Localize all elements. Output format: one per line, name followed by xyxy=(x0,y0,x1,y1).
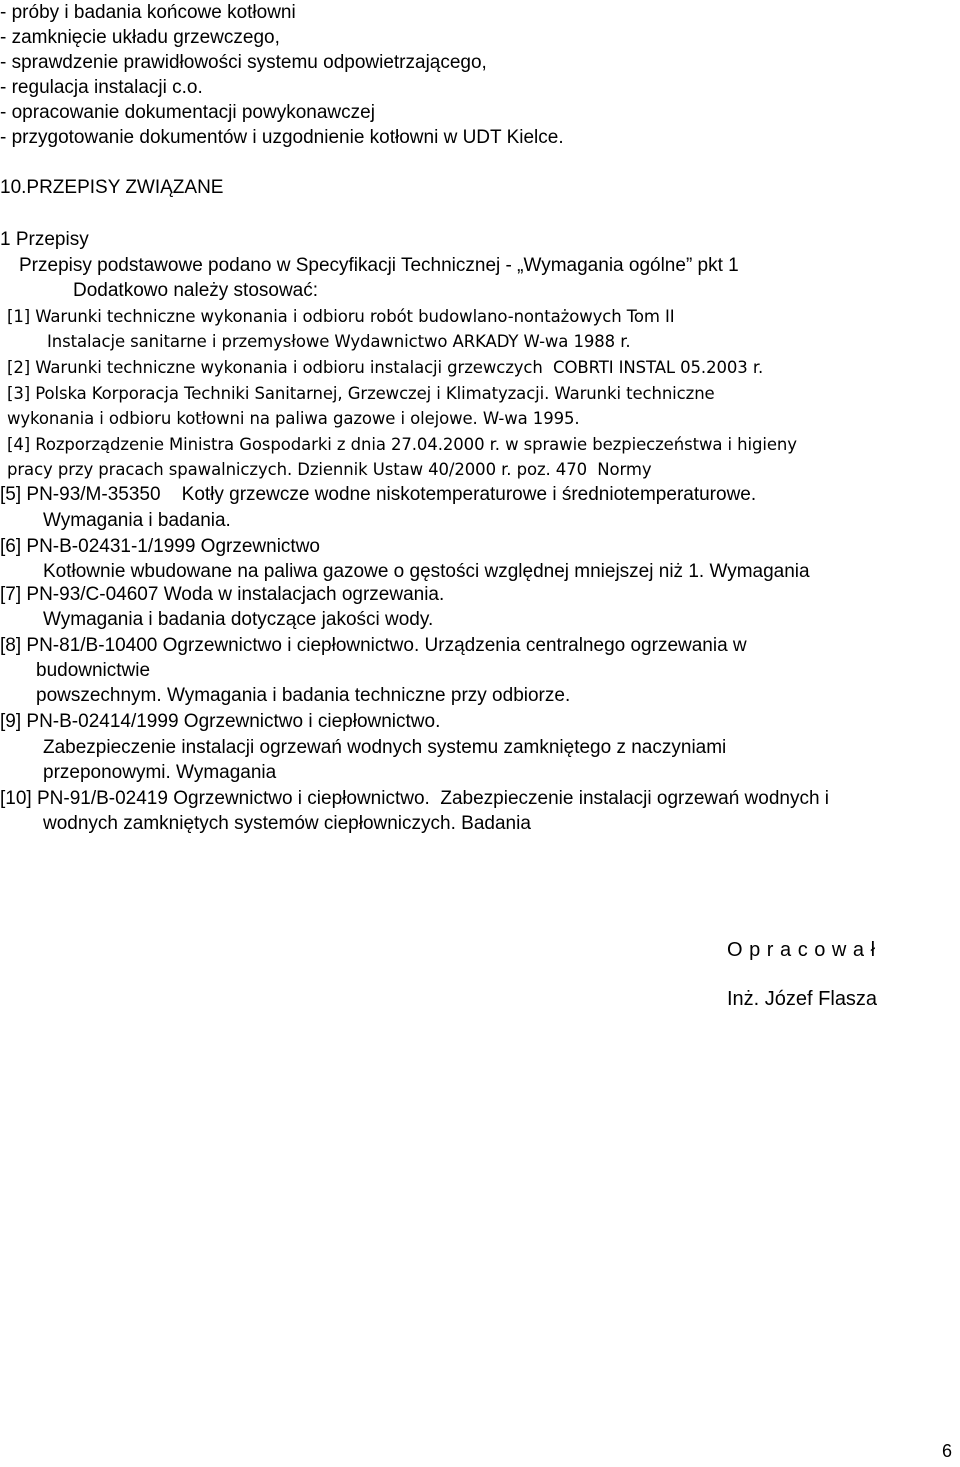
reference-line: pracy przy pracach spawalniczych. Dziennik Ustaw 40/2000 r. poz. 470 Normy xyxy=(7,460,652,479)
reference-line: Wymagania i badania dotyczące jakości wody. xyxy=(43,609,434,630)
signature-name: Inż. Józef Flasza xyxy=(727,988,878,1010)
list-item: - sprawdzenie prawidłowości systemu odpowietrzającego, xyxy=(0,52,487,73)
section-title: 10.PRZEPISY ZWIĄZANE xyxy=(0,177,224,198)
list-item: - zamknięcie układu grzewczego, xyxy=(0,27,280,48)
reference-line: Wymagania i badania. xyxy=(43,510,231,531)
list-item: - opracowanie dokumentacji powykonawczej xyxy=(0,102,375,123)
reference-line: [7] PN-93/C-04607 Woda w instalacjach ogrzewania. xyxy=(0,584,445,605)
reference-line: Kotłownie wbudowane na paliwa gazowe o gęstości względnej mniejszej niż 1. Wymagania xyxy=(43,561,810,582)
reference-line: [4] Rozporządzenie Ministra Gospodarki z dnia 27.04.2000 r. w sprawie bezpieczeństwa i higieny xyxy=(7,435,797,454)
reference-line: [5] PN-93/M-35350 Kotły grzewcze wodne niskotemperaturowe i średniotemperaturowe. xyxy=(0,484,757,505)
reference-line: powszechnym. Wymagania i badania techniczne przy odbiorze. xyxy=(36,685,571,706)
list-item: - regulacja instalacji c.o. xyxy=(0,77,203,98)
reference-line: budownictwie xyxy=(36,660,151,681)
reference-line: [3] Polska Korporacja Techniki Sanitarnej, Grzewczej i Klimatyzacji. Warunki techniczne xyxy=(7,384,715,403)
list-item: - próby i badania końcowe kotłowni xyxy=(0,2,296,23)
reference-line: [10] PN-91/B-02419 Ogrzewnictwo i ciepłownictwo. Zabezpieczenie instalacji ogrzewań wodnych i xyxy=(0,788,830,809)
reference-line: Instalacje sanitarne i przemysłowe Wydawnictwo ARKADY W-wa 1988 r. xyxy=(47,332,631,351)
reference-line: przeponowymi. Wymagania xyxy=(43,762,277,783)
reference-line: wykonania i odbioru kotłowni na paliwa gazowe i olejowe. W-wa 1995. xyxy=(7,409,580,428)
reference-line: [2] Warunki techniczne wykonania i odbioru instalacji grzewczych COBRTI INSTAL 05.2003 r. xyxy=(7,358,764,377)
page-number: 6 xyxy=(941,1441,952,1461)
subsection-title: 1 Przepisy xyxy=(0,229,89,250)
reference-line: Zabezpieczenie instalacji ogrzewań wodnych systemu zamkniętego z naczyniami xyxy=(43,737,727,758)
reference-line: [8] PN-81/B-10400 Ogrzewnictwo i ciepłownictwo. Urządzenia centralnego ogrzewania w xyxy=(0,635,747,656)
list-item: - przygotowanie dokumentów i uzgodnienie kotłowni w UDT Kielce. xyxy=(0,127,564,148)
reference-line: [9] PN-B-02414/1999 Ogrzewnictwo i ciepłownictwo. xyxy=(0,711,441,732)
intro-line: Przepisy podstawowe podano w Specyfikacji Technicznej - „Wymagania ogólne” pkt 1 xyxy=(19,255,739,276)
intro-line: Dodatkowo należy stosować: xyxy=(73,280,319,301)
signature-label: O p r a c o w a ł xyxy=(727,939,876,961)
reference-line: wodnych zamkniętych systemów ciepłowniczych. Badania xyxy=(43,813,531,834)
reference-line: [1] Warunki techniczne wykonania i odbioru robót budowlano-nontażowych Tom II xyxy=(7,307,675,326)
reference-line: [6] PN-B-02431-1/1999 Ogrzewnictwo xyxy=(0,536,320,557)
